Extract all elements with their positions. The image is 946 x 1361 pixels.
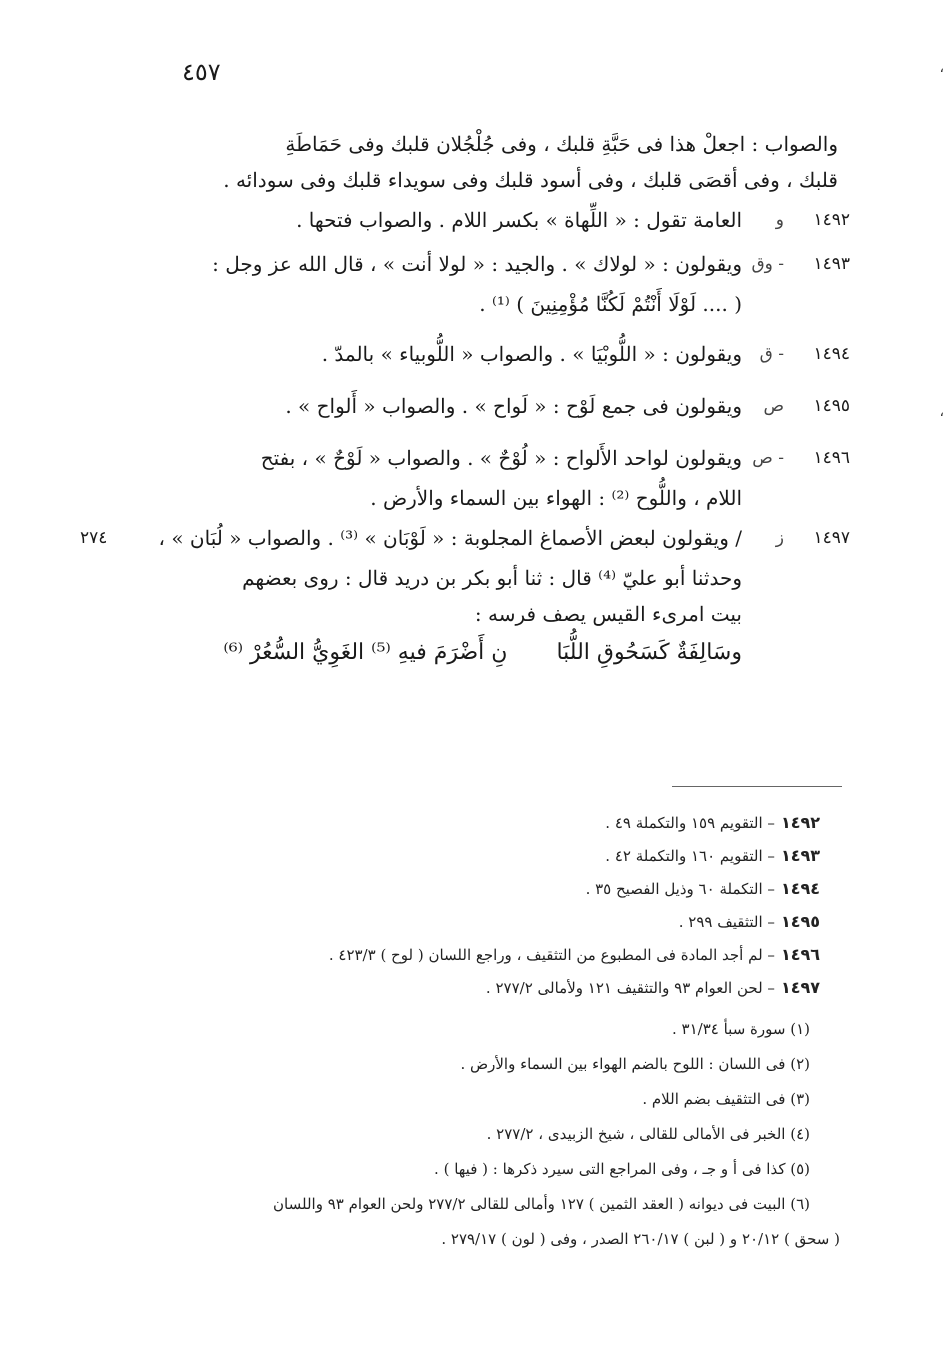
entry-number: ١٤٩٣: [813, 254, 850, 274]
entry-number: ١٤٩٤: [813, 344, 850, 364]
entry-number: ١٤٩٥: [813, 396, 850, 416]
footnote: (٣) فى التثقيف بضم اللام .: [642, 1090, 810, 1108]
entry-text: ويقولون لواحد الأَلواح : « لُوْحٌ » . والصواب « لَوْحٌ » ، بفتح: [260, 446, 742, 470]
intro-line: والصواب : اجعلْ هذا فى حَبَّةِ قلبك ، وفى جُلْجُلان قلبك وفى حَمَاطَةِ: [285, 132, 838, 156]
entry-text: ويقولون فى جمع لَوْح : « لَواح » . والصواب « أَلواح » .: [285, 394, 742, 418]
main-text: [80, 126, 850, 674]
edge-mark: ،: [939, 404, 944, 420]
source-note: [120, 839, 840, 872]
source-note-number: ١٤٩٧: [780, 978, 820, 997]
entry-1492: [80, 198, 850, 242]
source-note-text: – التكملة ٦٠ وذيل الفصيح ٣٥ .: [585, 880, 775, 898]
source-note-number: ١٤٩٥: [780, 912, 820, 931]
footnote: (٥) كذا فى أ و جـ ، وفى المراجع التى سيرد ذكرها : ( فيها ) .: [434, 1160, 810, 1178]
source-note-text: – التثقيف ٢٩٩ .: [678, 913, 775, 931]
verse-first-hemistich: وسَالِفَةٌ كَسَحُوقِ اللُّبَا: [556, 640, 742, 665]
poetry-verse: [80, 632, 850, 674]
source-note: [120, 806, 840, 839]
entry-text: اللام ، واللُّوح ⁽²⁾ : الهواء بين السماء والأرض .: [370, 486, 742, 510]
entry-number: ١٤٩٧: [813, 528, 850, 548]
entry-1493: [80, 242, 850, 286]
entry-text: وحدثنا أبو عليّ ⁽⁴⁾ قال : ثنا أبو بكر بن دريد قال : روى بعضهم: [242, 566, 742, 590]
footnote: (٢) فى اللسان : اللوح بالضم الهواء بين السماء والأرض .: [460, 1055, 810, 1073]
entry-source-tag: ز: [775, 528, 784, 548]
source-note-text: – التقويم ١٥٩ والتكملة ٤٩ .: [605, 814, 775, 832]
entry-1497: [80, 516, 850, 560]
footnote: (١) سورة سبأ ٣١/٣٤ .: [672, 1020, 810, 1038]
entry-text: بيت امرىء القيس يصف فرسه :: [474, 602, 742, 626]
source-note-number: ١٤٩٦: [780, 945, 820, 964]
entry-source-tag: - ص: [752, 448, 784, 468]
source-note-text: – لم أجد المادة فى المطبوع من التثقيف ، وراجع اللسان ( لوح ) ٤٢٣/٣ .: [328, 946, 775, 964]
source-note-number: ١٤٩٣: [780, 846, 820, 865]
entry-1496-cont: [80, 480, 850, 516]
source-note-text: – التقويم ١٦٠ والتكملة ٤٢ .: [605, 847, 775, 865]
source-note: [120, 872, 840, 905]
margin-page-number: ٢٧٤: [80, 528, 108, 548]
entry-source-tag: ص: [763, 396, 784, 416]
source-note: [120, 938, 840, 971]
entry-1495: [80, 384, 850, 428]
footnote-continuation: ( سحق ) ٢٠/١٢ و ( لبن ) ٢٦٠/١٧ الصدر ، وفى ( لون ) ٢٧٩/١٧ .: [441, 1230, 840, 1248]
entry-1497-cont: [80, 560, 850, 596]
notes-section: [120, 806, 840, 1257]
source-note-number: ١٤٩٢: [780, 813, 820, 832]
source-note: [120, 971, 840, 1004]
source-note-number: ١٤٩٤: [780, 879, 820, 898]
entry-source-tag: و: [775, 210, 784, 230]
quran-quote: ( .... لَوْلَا أَنْتُمْ لَكُنَّا مُؤْمِنِينَ ) ⁽¹⁾ .: [479, 292, 742, 316]
entry-number: ١٤٩٢: [813, 210, 850, 230]
verse-second-hemistich: نِ أَضْرَمَ فيهِ ⁽⁵⁾ الغَوِيُّ السُّعُرْ ⁽⁶⁾: [223, 640, 508, 665]
entry-1497-cont: [80, 596, 850, 632]
entry-1496: [80, 436, 850, 480]
footnote-separator: [672, 786, 842, 787]
entry-1493-cont: [80, 286, 850, 322]
entry-number: ١٤٩٦: [813, 448, 850, 468]
entry-source-tag: - وق: [751, 254, 784, 274]
page-number: ٤٥٧: [182, 58, 221, 86]
entry-text: العامة تقول : « اللِّهاة » بكسر اللام . والصواب فتحها .: [296, 208, 742, 232]
entry-1494: [80, 332, 850, 376]
entry-text: ويقولون : « لولاك » . والجيد : « لولا أنت » ، قال الله عز وجل :: [212, 252, 742, 276]
footnote: (٦) البيت فى ديوانه ( العقد الثمين ) ١٢٧ وأمالى للقالى ٢٧٧/٢ ولحن العوام ٩٣ واللسان: [273, 1195, 810, 1213]
entry-source-tag: - ق: [759, 344, 784, 364]
intro-line: قلبك ، وفى أقصَى قلبك ، وفى أسود قلبك وفى سويداء قلبك وفى سودائه .: [223, 168, 838, 192]
source-note: [120, 905, 840, 938]
entry-text: ويقولون : « اللُّوبْيَا » . والصواب « اللُّوبياء » بالمدّ .: [321, 342, 742, 366]
edge-mark: ،: [939, 60, 944, 76]
footnote: (٤) الخبر فى الأمالى للقالى ، شيخ الزبيدى ، ٢٧٧/٢ .: [486, 1125, 810, 1143]
entry-text: / ويقولون لبعض الأصماغ المجلوبة : « لَوْبَان » ⁽³⁾ . والصواب « لُبَان » ،: [158, 526, 742, 550]
source-note-text: – لحن العوام ٩٣ والتثقيف ١٢١ ولأمالى ٢٧٧/٢ .: [485, 979, 775, 997]
